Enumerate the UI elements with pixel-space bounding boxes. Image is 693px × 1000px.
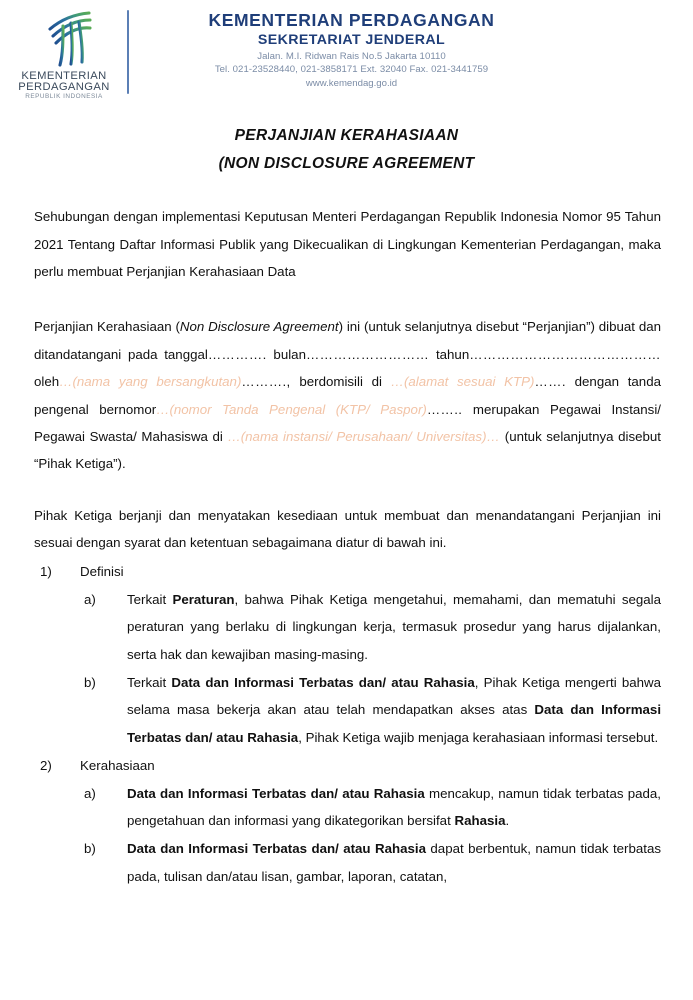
document-title-line1: PERJANJIAN KERAHASIAAN [234, 127, 459, 144]
clause-part-3: bulan [266, 346, 306, 362]
logo-word-line1: KEMENTERIAN [21, 70, 107, 82]
organization-contact: Tel. 021-23528440, 021-3858171 Ext. 32040 Fax. 021-3441759 [214, 64, 489, 76]
letterhead-text [128, 8, 693, 91]
clause-part-1: Perjanjian Kerahasiaan ( [34, 319, 180, 335]
blank-dots-5: ……. [534, 374, 566, 390]
ministry-logo [0, 8, 128, 101]
item-marker: a) [84, 591, 96, 607]
clause-part-4: tahun [429, 346, 470, 362]
item-run: , Pihak Ketiga wajib menjaga kerahasiaan informasi tersebut. [298, 729, 659, 745]
item-text [127, 780, 661, 835]
section-marker: 1) [40, 564, 52, 580]
list-item [80, 780, 661, 835]
placeholder-alamat-ktp: …(alamat sesuai KTP) [390, 374, 535, 390]
item-marker: b) [84, 841, 96, 857]
blank-dots-3: …………………………………… [469, 346, 661, 362]
clause-part-6: berdomisili di [290, 374, 391, 390]
item-marker: b) [84, 675, 96, 691]
blank-dots-1: …………. [207, 346, 267, 362]
list-item [80, 835, 661, 890]
clause-english-term: Non Disclosure Agreement [179, 319, 339, 335]
placeholder-nomor-tanda-pengenal: …(nomor Tanda Pengenal (KTP/ Paspor) [156, 401, 427, 417]
promise-paragraph: Pihak Ketiga berjanji dan menyatakan kesediaan untuk membuat dan menandatangani Perjanjian ini sesuai dengan syarat dan ketentuan sebagaimana diatur di bawah ini. [34, 507, 661, 551]
list-item [80, 669, 661, 751]
clause-part-2: ) ini (untuk selanjutnya disebut “Perjanjian”) dibuat dan ditandatangani pada tanggal [34, 319, 662, 362]
logo-wordmark [18, 71, 109, 101]
placeholder-nama-bersangkutan: …(nama yang bersangkutan) [59, 374, 242, 390]
organization-unit: SEKRETARIAT JENDERAL [257, 32, 446, 49]
clause-part-8: merupakan Pegawai Instansi/ Pegawai Swasta/ Mahasiswa di [34, 401, 661, 444]
kemendag-woven-logo-icon [33, 10, 95, 68]
item-run-bold: Data dan Informasi Terbatas dan/ atau Rahasia [127, 702, 662, 745]
clause-part-5: oleh [34, 374, 60, 390]
clause-part-9: (untuk selanjutnya disebut “Pihak Ketiga”). [34, 428, 662, 472]
item-run: , bahwa Pihak Ketiga mengetahui, memahami, dan mematuhi segala peraturan yang berlaku di lingkungan kerja, termasuk prosedur yang harus dijalankan, serta hak dan kewajiban masing-masing. [127, 591, 662, 662]
organization-name: KEMENTERIAN PERDAGANGAN [208, 10, 495, 30]
item-run: Terkait [127, 675, 172, 691]
blank-dots-2: ……………………… [305, 346, 430, 362]
clause-list [34, 558, 661, 890]
item-text [127, 586, 661, 668]
letterhead-divider [127, 10, 129, 94]
section-definisi [34, 558, 661, 751]
item-marker: a) [84, 785, 96, 801]
clause-part-7: dengan tanda pengenal bernomor [34, 374, 661, 417]
letterhead [0, 0, 693, 112]
item-run: dapat berbentuk, namun tidak terbatas pada, tulisan dan/atau lisan, gambar, laporan, catatan, [127, 841, 662, 884]
item-run-bold: Data dan Informasi Terbatas dan/ atau Rahasia [171, 675, 475, 691]
section-kerahasiaan [34, 752, 661, 890]
item-run: . [505, 812, 510, 828]
section-definisi-items [80, 586, 661, 751]
item-text [127, 835, 661, 890]
placeholder-nama-instansi: …(nama instansi/ Perusahaan/ Universitas) [227, 428, 487, 444]
section-heading: Kerahasiaan [80, 758, 155, 774]
document-body [0, 203, 693, 890]
blank-dots-6: …….. [426, 401, 463, 417]
item-run-bold: Peraturan [172, 591, 235, 607]
blank-dots-4: ………., [241, 374, 291, 390]
section-kerahasiaan-items [80, 780, 661, 891]
blank-dots-7: … [486, 428, 501, 444]
intro-paragraph: Sehubungan dengan implementasi Keputusan Menteri Perdagangan Republik Indonesia Nomor 95 Tahun 2021 Tentang Daftar Informasi Publik yang Dikecualikan di Lingkungan Kementerian Perdagangan, maka perlu membuat Perjanjian Kerahasiaan Data [34, 209, 661, 279]
agreement-clause-paragraph [34, 313, 661, 477]
section-marker: 2) [40, 758, 52, 774]
document-title-line2: (NON DISCLOSURE AGREEMENT [218, 154, 475, 172]
logo-word-line2: PERDAGANGAN [18, 81, 110, 94]
item-run-bold: Data dan Informasi Terbatas dan/ atau Rahasia [127, 841, 426, 857]
organization-address: Jalan. M.I. Ridwan Rais No.5 Jakarta 10110 [257, 50, 446, 62]
item-run-bold: Data dan Informasi Terbatas dan/ atau Rahasia [127, 785, 425, 801]
item-run: Terkait [127, 591, 173, 607]
item-text [127, 669, 661, 751]
section-heading: Definisi [80, 564, 124, 580]
list-item [80, 586, 661, 668]
logo-word-line3: REPUBLIK INDONESIA [25, 93, 103, 101]
organization-website: www.kemendag.go.id [305, 78, 398, 90]
document-title [0, 122, 693, 177]
item-run-bold: Rahasia [454, 812, 506, 828]
item-run: mencakup, namun tidak terbatas pada, pengetahuan dan informasi yang dikategorikan bersifat [127, 785, 661, 828]
item-run: , Pihak Ketiga mengerti bahwa selama masa bekerja akan atau telah mendapatkan akses atas [127, 675, 662, 718]
